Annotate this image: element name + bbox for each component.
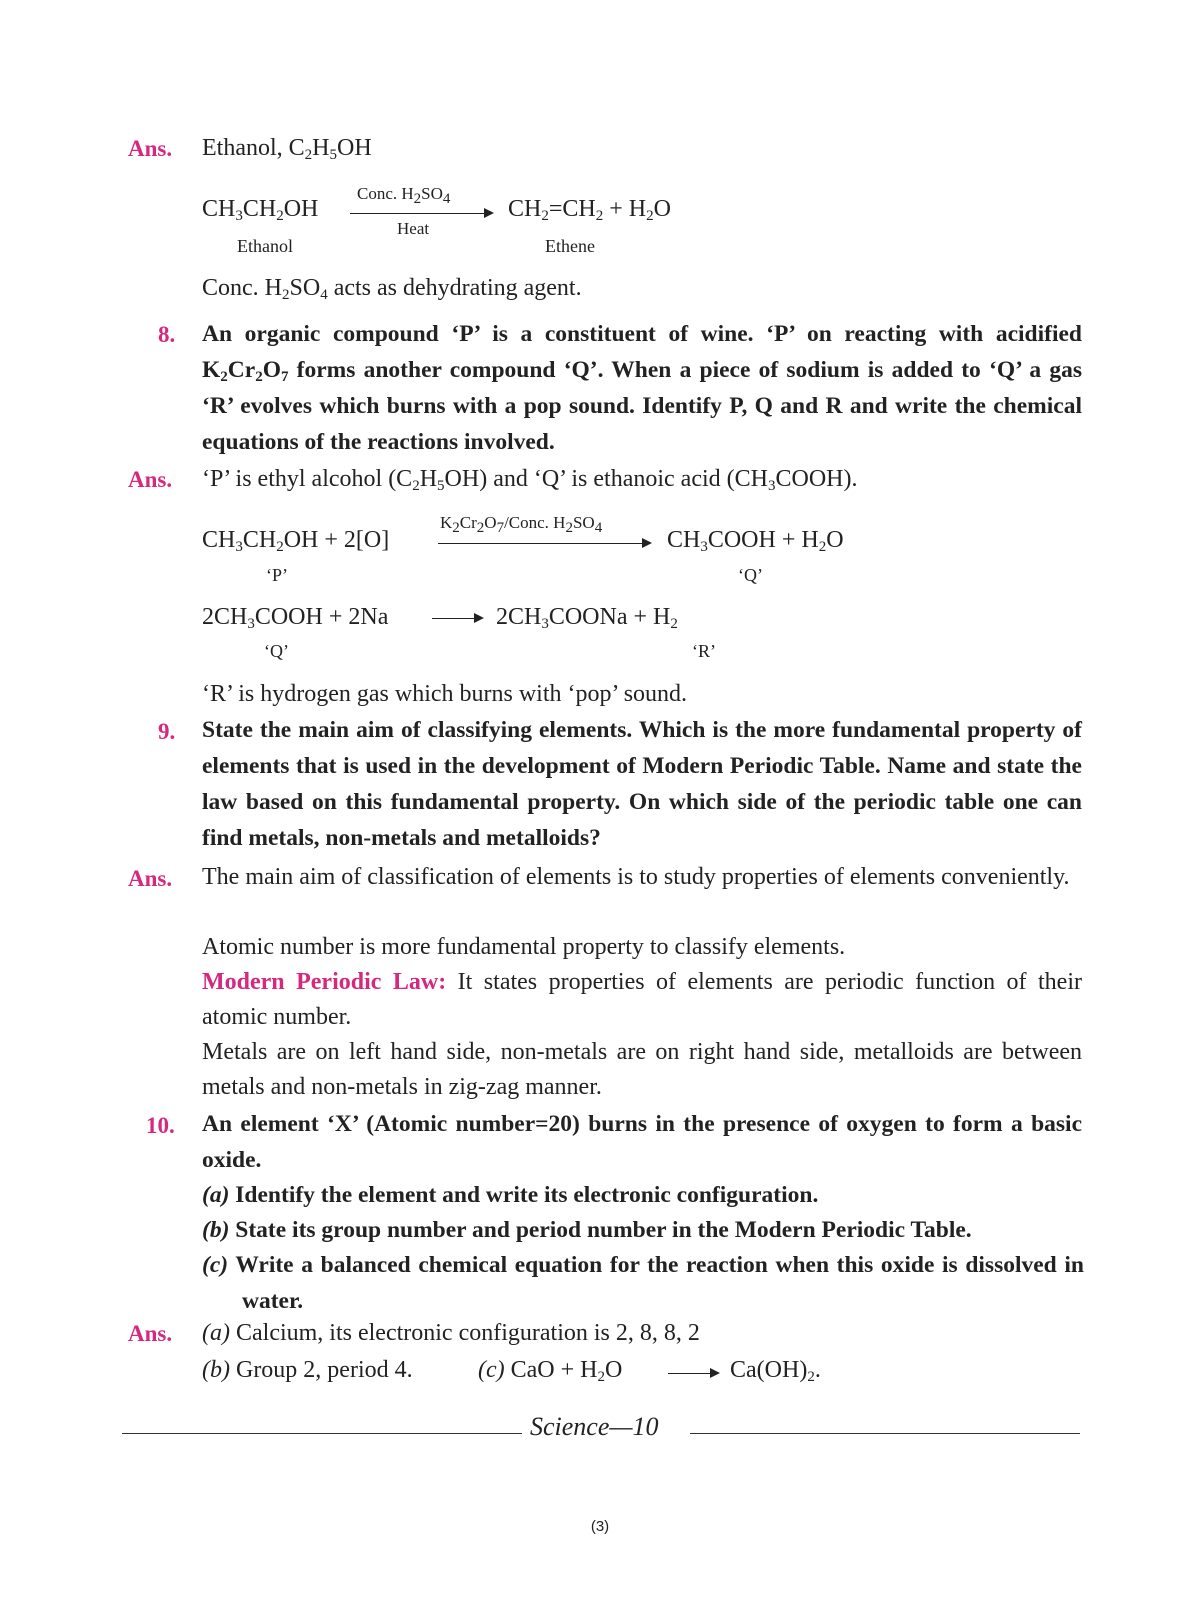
footer-rule-right [690, 1433, 1080, 1434]
product-label: ‘R’ [692, 641, 716, 661]
answer-label: Ans. [128, 1321, 173, 1346]
answer-a: (a) Calcium, its electronic configuration is 2, 8, 8, 2 [202, 1320, 700, 1346]
question-number: 8. [158, 322, 176, 347]
footer-title: Science—10 [530, 1412, 659, 1441]
sub-question-a [202, 1177, 1082, 1213]
option-label: (b) [202, 1217, 230, 1243]
product-label: ‘Q’ [738, 565, 763, 585]
option-text: Write a balanced chemical equation for the reaction when this oxide is dissolved in water. [235, 1252, 1084, 1314]
reaction-arrow [668, 1373, 718, 1374]
question-text: An element ‘X’ (Atomic number=20) burns in the presence of oxygen to form a basic oxide. [202, 1111, 1082, 1173]
question-text: An organic compound ‘P’ is a constituent of wine. ‘P’ on reacting with acidified $K_2Cr_2O_7$ forms another compound ‘Q’. When a piece of sodium is added to ‘Q’ a gas ‘R’ evolves which burns with a pop sound. Identify P, Q and R and write the chemical equations of the reactions involved. [202, 321, 1082, 455]
equation-left: $CH_3CH_2OH + 2[O]$ [202, 527, 390, 555]
option-text: State its group number and period number in the Modern Periodic Table. [235, 1217, 972, 1243]
question-number: 9. [158, 719, 176, 744]
answer-c-left: (c) CaO + $H_2O$ [478, 1357, 623, 1385]
answer-note: ‘R’ is hydrogen gas which burns with ‘pop’ sound. [202, 681, 688, 707]
equation-product: $CH_2=CH_2 + H_2O$ [508, 196, 671, 224]
question-text: State the main aim of classifying elements. Which is the more fundamental property of elements that is used in the development of Modern Periodic Table. Name and state the law based on this fundamental property. On which side of the periodic table one can find metals, non-metals and metalloids? [202, 717, 1082, 851]
reactant-label: Ethanol [237, 236, 293, 256]
question-number: 10. [146, 1113, 175, 1138]
answer-text: The main aim of classification of elements is to study properties of elements conveniently. [202, 864, 1070, 890]
footer-rule-left [122, 1433, 522, 1434]
equation-right: $2CH_3COONa + H_2$ [496, 604, 678, 632]
answer-note: Conc. $H_2SO_4$ acts as dehydrating agent. [202, 275, 582, 303]
option-label: (a) [202, 1182, 230, 1208]
arrow-condition-top: Conc. H2SO4 [357, 184, 451, 207]
page-number: (3) [590, 1518, 610, 1535]
equation-left: $2CH_3COOH + 2Na$ [202, 604, 389, 632]
sub-question-b [202, 1212, 1082, 1248]
arrow-condition-top: K2Cr2O7/Conc. H2SO4 [440, 513, 603, 536]
answer-text: Ethanol, $C_2H_5OH$ [202, 135, 372, 163]
answer-label: Ans. [128, 467, 173, 492]
answer-label: Ans. [128, 136, 173, 161]
law-text: It states properties of elements are periodic function of their atomic number. [202, 969, 1082, 1030]
arrow-condition-bottom: Heat [397, 219, 430, 238]
law-label: Modern Periodic Law: [202, 969, 447, 995]
answer-text: Metals are on left hand side, non-metals are on right hand side, metalloids are between metals and non-metals in zig-zag manner. [202, 1039, 1082, 1100]
law-paragraph [202, 965, 1082, 1035]
option-text: Identify the element and write its electronic configuration. [235, 1182, 819, 1208]
equation-reactant: $CH_3CH_2OH$ [202, 196, 319, 224]
reactant-label: ‘P’ [266, 565, 288, 585]
equation-right: $CH_3COOH + H_2O$ [667, 527, 844, 555]
product-label: Ethene [545, 236, 595, 256]
answer-text: Atomic number is more fundamental property to classify elements. [202, 934, 846, 960]
answer-c-right: $Ca(OH)_2$. [730, 1357, 821, 1385]
answer-b: (b) Group 2, period 4. [202, 1357, 413, 1383]
option-label: (c) [202, 1252, 229, 1278]
answer-label: Ans. [128, 866, 173, 891]
reaction-arrow [350, 213, 492, 214]
reaction-arrow [438, 543, 650, 544]
reaction-arrow [432, 618, 482, 619]
sub-question-c [202, 1247, 1084, 1319]
reactant-label: ‘Q’ [264, 641, 289, 661]
answer-text: ‘P’ is ethyl alcohol $(C_2H_5OH)$ and ‘Q’ is ethanoic acid $(CH_3COOH)$. [202, 466, 858, 494]
